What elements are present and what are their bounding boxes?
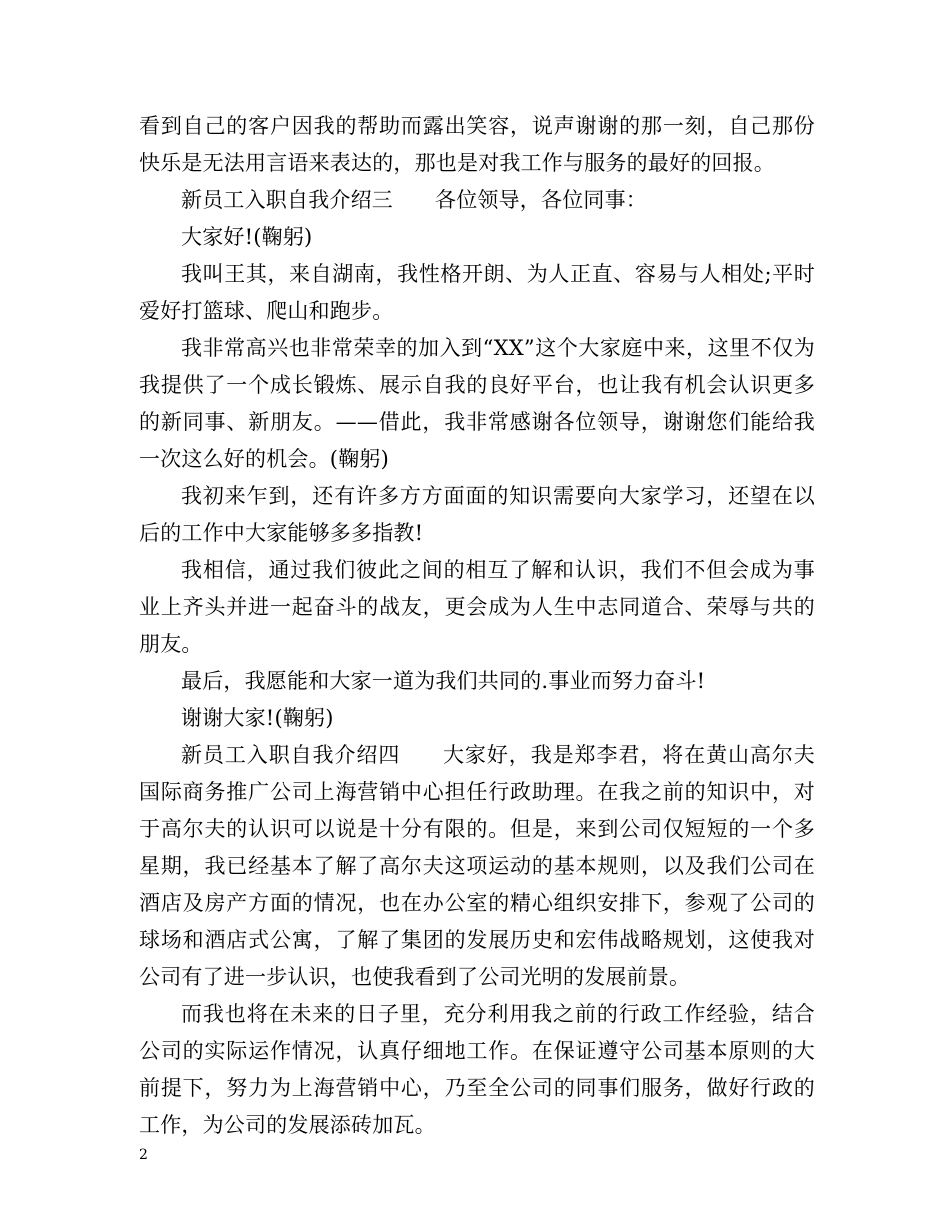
paragraph-8 <box>139 663 815 700</box>
paragraph-3 <box>139 219 815 256</box>
paragraph-7-text: 我相信，通过我们彼此之间的相互了解和认识，我们不但会成为事业上齐头并进一起奋斗的战友，更会成为人生中志同道合、荣辱与共的朋友。 <box>139 558 815 656</box>
paragraph-10-text: 大家好，我是郑李君，将在黄山高尔夫国际商务推广公司上海营销中心担任行政助理。在我之前的知识中，对于高尔夫的认识可以说是十分有限的。但是，来到公司仅短短的一个多星期，我已经基本了解了高尔夫这项运动的基本规则，以及我们公司在酒店及房产方面的情况，也在办公室的精心组织安排下，参观了公司的球场和酒店式公寓，了解了集团的发展历史和宏伟战略规划，这使我对公司有了进一步认识，也使我看到了公司光明的发展前景。 <box>139 743 816 989</box>
paragraph-5-text: 我非常高兴也非常荣幸的加入到“XX”这个大家庭中来，这里不仅为我提供了一个成长锻炼、展示自我的良好平台，也让我有机会认识更多的新同事、新朋友。——借此，我非常感谢各位领导，谢谢您们能给我一次这么好的机会。(鞠躬) <box>139 336 815 471</box>
paragraph-4 <box>139 256 815 330</box>
paragraph-2-text: 各位领导，各位同事： <box>435 188 647 212</box>
paragraph-3-text: 大家好!(鞠躬) <box>181 225 313 249</box>
paragraph-8-text: 最后，我愿能和大家一道为我们共同的.事业而努力奋斗! <box>181 669 706 693</box>
document-body <box>139 108 815 1144</box>
paragraph-5 <box>139 330 815 478</box>
paragraph-11-text: 而我也将在未来的日子里，充分利用我之前的行政工作经验，结合公司的实际运作情况，认真仔细地工作。在保证遵守公司基本原则的大前提下，努力为上海营销中心，乃至全公司的同事们服务，做好行政的工作，为公司的发展添砖加瓦。 <box>139 1002 815 1137</box>
paragraph-9-text: 谢谢大家!(鞠躬) <box>181 706 334 730</box>
paragraph-10 <box>139 737 815 996</box>
paragraph-4-text: 我叫王其，来自湖南，我性格开朗、为人正直、容易与人相处;平时爱好打篮球、爬山和跑步。 <box>139 262 815 323</box>
paragraph-7 <box>139 552 815 663</box>
page-number: 2 <box>139 1147 148 1163</box>
paragraph-6 <box>139 478 815 552</box>
paragraph-1 <box>139 108 815 182</box>
paragraph-1-text: 看到自己的客户因我的帮助而露出笑容，说声谢谢的那一刻，自己那份快乐是无法用言语来表达的，那也是对我工作与服务的最好的回报。 <box>139 114 815 175</box>
paragraph-6-text: 我初来乍到，还有许多方方面面的知识需要向大家学习，还望在以后的工作中大家能够多多指教! <box>139 484 815 545</box>
paragraph-9 <box>139 700 815 737</box>
paragraph-11 <box>139 996 815 1144</box>
paragraph-2 <box>139 182 815 219</box>
section-heading-four: 新员工入职自我介绍四 <box>181 743 401 767</box>
section-heading-three: 新员工入职自我介绍三 <box>181 188 393 212</box>
